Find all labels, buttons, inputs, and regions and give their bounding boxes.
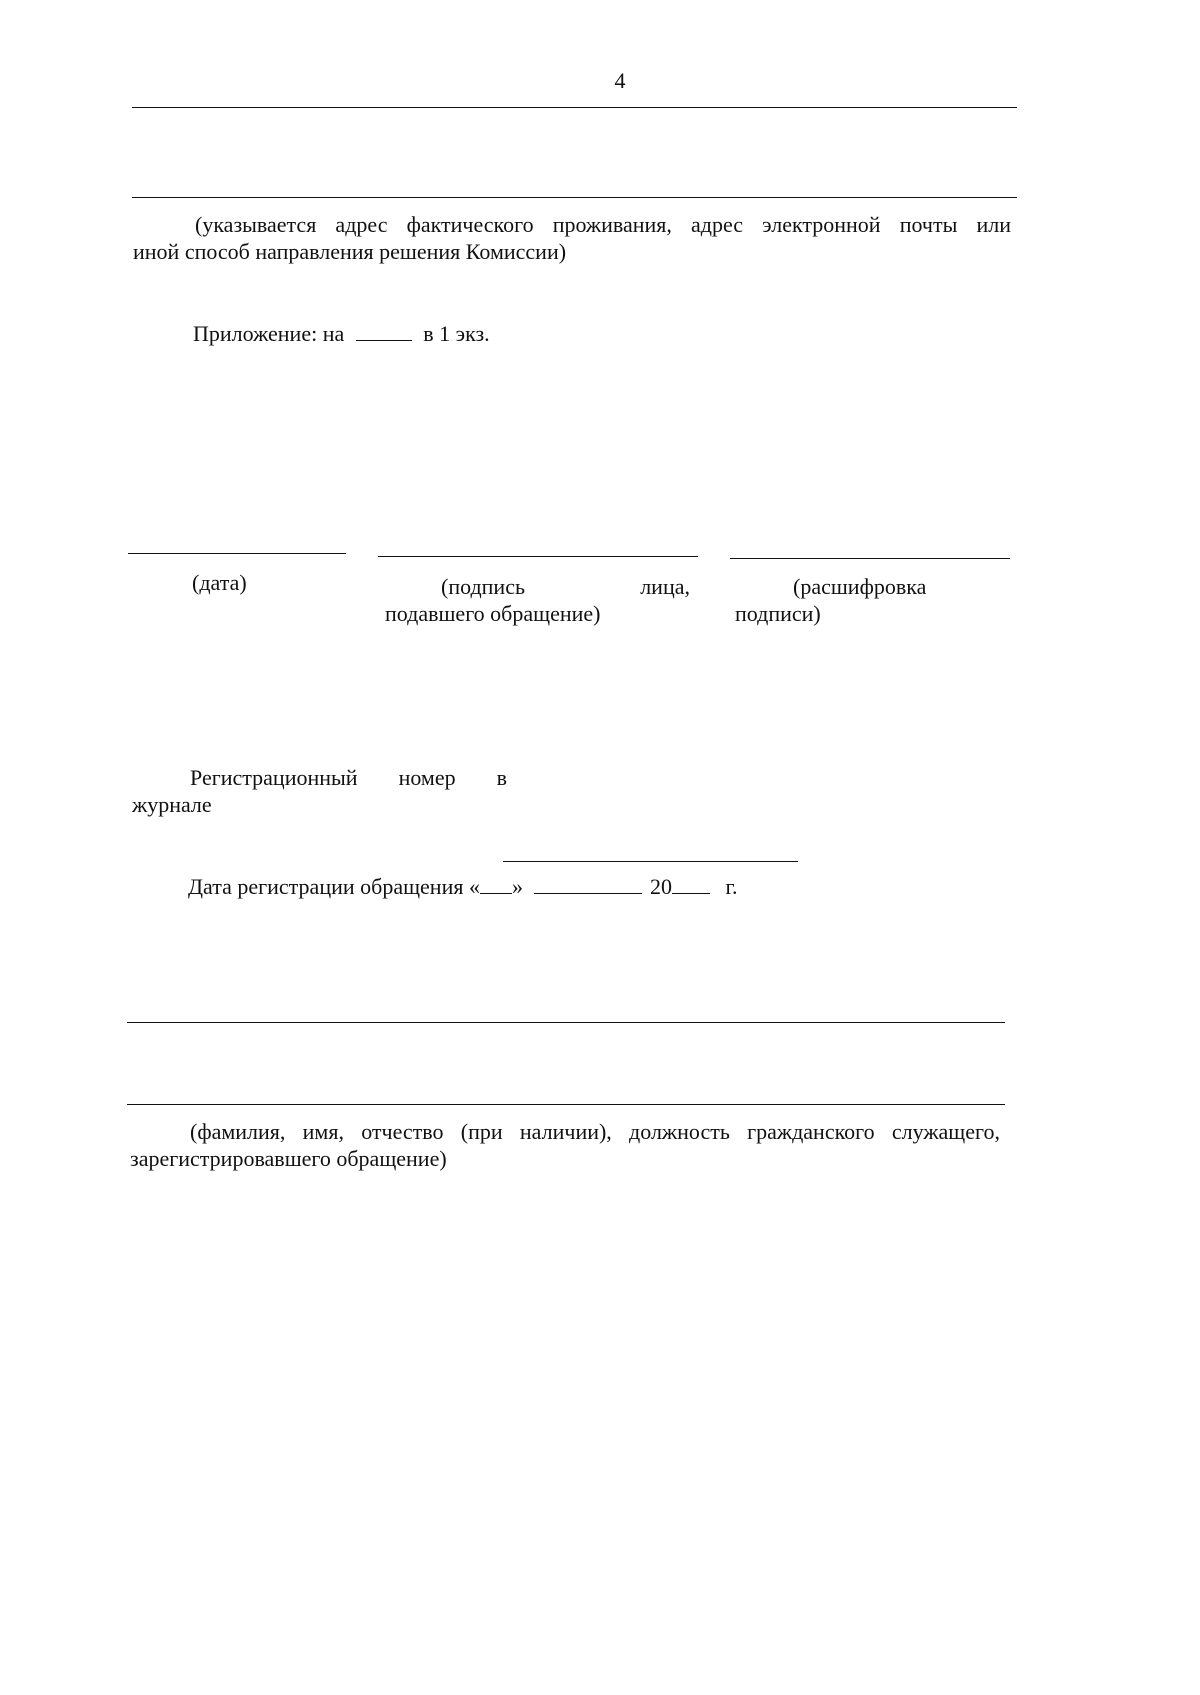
year-prefix: 20 xyxy=(649,874,672,899)
date-caption: (дата) xyxy=(192,570,247,595)
registration-date-label: Дата регистрации обращения xyxy=(188,874,464,899)
registrar-note-line-1: (фамилия, имя, отчество (при наличии), должность гражданского служащего, xyxy=(190,1119,1000,1144)
attachment-line xyxy=(193,321,490,347)
registration-month-blank[interactable] xyxy=(534,875,642,894)
page-number: 4 xyxy=(614,68,626,93)
registration-number-label-line-2: журнале xyxy=(132,792,212,817)
open-quote: « xyxy=(468,874,480,899)
registration-number-label-line-1: Регистрационный номер в xyxy=(190,765,507,790)
registration-day-blank[interactable] xyxy=(480,875,512,894)
signature-line xyxy=(378,556,698,557)
attachment-suffix: в 1 экз. xyxy=(423,321,490,346)
registrar-note-line-2: зарегистрировавшего обращение) xyxy=(130,1146,447,1171)
registration-number-line xyxy=(503,861,798,862)
decoding-caption xyxy=(735,573,995,627)
address-note xyxy=(133,211,1011,265)
registrar-note xyxy=(130,1118,1000,1172)
signature-decoding-line xyxy=(730,558,1010,559)
signature-caption-line-1: (подпись лица, xyxy=(441,574,690,599)
decoding-caption-line-1: (расшифровка xyxy=(793,574,927,599)
registration-date-line xyxy=(188,874,738,900)
registration-year-blank[interactable] xyxy=(672,875,710,894)
registration-number-label xyxy=(132,764,507,818)
address-line-2 xyxy=(132,197,1017,198)
address-note-line-2: иной способ направления решения Комиссии) xyxy=(133,239,567,264)
address-note-line-1: (указывается адрес фактического проживания, адрес электронной почты или xyxy=(195,212,1011,237)
attachment-prefix: Приложение: на xyxy=(193,321,345,346)
address-line-1 xyxy=(132,107,1017,108)
decoding-caption-line-2: подписи) xyxy=(735,601,821,626)
registrar-line-1 xyxy=(127,1022,1005,1023)
registrar-line-2 xyxy=(127,1104,1005,1105)
signature-caption xyxy=(385,573,690,627)
year-suffix: г. xyxy=(725,874,738,899)
attachment-pages-blank[interactable] xyxy=(356,322,412,341)
date-signature-line xyxy=(128,553,346,554)
signature-caption-line-2: подавшего обращение) xyxy=(385,601,601,626)
close-quote: » xyxy=(511,874,523,899)
